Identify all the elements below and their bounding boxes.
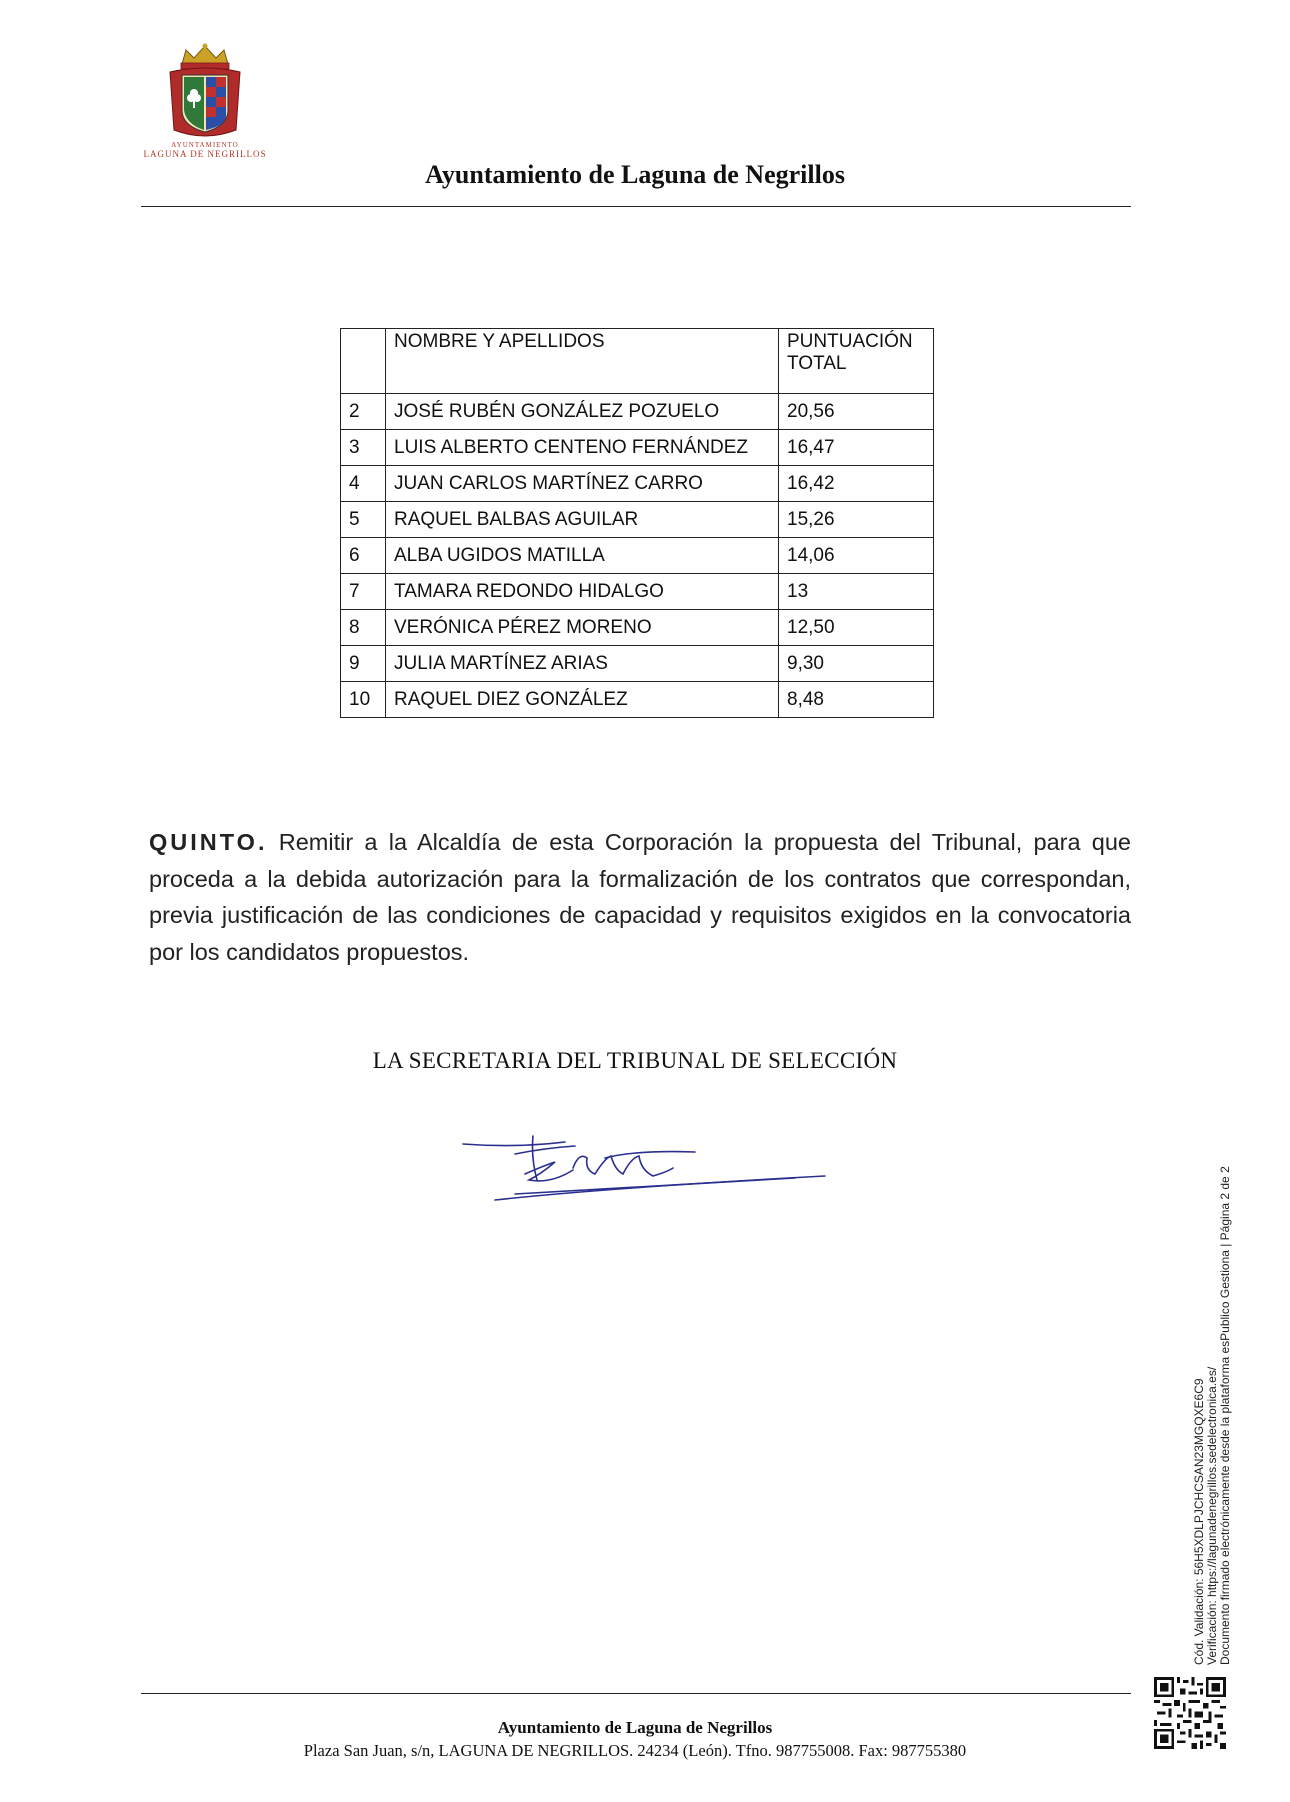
page-title: Ayuntamiento de Laguna de Negrillos [425,160,845,189]
crest-caption-line1: AYUNTAMIENTO [171,141,239,149]
row-name-cell: JOSÉ RUBÉN GONZÁLEZ POZUELO [386,394,779,430]
row-num-cell: 8 [341,610,386,646]
validation-signed-note: Documento firmado electrónicamente desde la plataforma esPublico Gestiona | Página 2 de 2 [1218,1166,1232,1665]
header-score-line1: PUNTUACIÓN [787,331,913,352]
scores-table [340,328,934,718]
crest-caption-line2: LAGUNA DE NEGRILLOS [143,149,267,160]
footer-address: Plaza San Juan, s/n, LAGUNA DE NEGRILLOS. 24234 (León). Tfno. 987755008. Fax: 987755380 [303,1741,967,1760]
row-name-cell: LUIS ALBERTO CENTENO FERNÁNDEZ [386,430,779,466]
handwritten-signature [455,1118,835,1218]
table-row [341,466,934,502]
row-score-cell: 13 [779,574,934,610]
row-score-cell: 16,47 [779,430,934,466]
row-num-cell: 6 [341,538,386,574]
table-row [341,430,934,466]
validation-url: Verificación: https://lagunadenegrillos.sedelectronica.es/ [1205,1366,1219,1665]
table-row [341,502,934,538]
row-num-cell: 7 [341,574,386,610]
row-num-cell: 10 [341,682,386,718]
row-name-cell: JUAN CARLOS MARTÍNEZ CARRO [386,466,779,502]
validation-text [1193,1125,1232,1665]
validation-strip [1192,1125,1232,1665]
table-row [341,394,934,430]
table-row [341,646,934,682]
table-row [341,538,934,574]
table-row [341,682,934,718]
table-row [341,574,934,610]
row-num-cell: 5 [341,502,386,538]
row-score-cell: 12,50 [779,610,934,646]
row-score-cell: 15,26 [779,502,934,538]
row-num-cell: 3 [341,430,386,466]
header-divider [141,206,1131,207]
validation-code: Cód. Validación: 56H5XDLPJCHCSAN23MGQXE6C9 [1192,1378,1206,1665]
row-score-cell: 8,48 [779,682,934,718]
row-num-cell: 9 [341,646,386,682]
row-name-cell: ALBA UGIDOS MATILLA [386,538,779,574]
row-name-cell: RAQUEL BALBAS AGUILAR [386,502,779,538]
header-num-cell [341,329,386,394]
row-name-cell: TAMARA REDONDO HIDALGO [386,574,779,610]
footer-divider [141,1693,1131,1694]
header-score-line2: TOTAL [787,353,847,374]
row-name-cell: RAQUEL DIEZ GONZÁLEZ [386,682,779,718]
header-name-cell: NOMBRE Y APELLIDOS [386,329,779,394]
row-num-cell: 2 [341,394,386,430]
row-score-cell: 20,56 [779,394,934,430]
row-num-cell: 4 [341,466,386,502]
footer-org-name: Ayuntamiento de Laguna de Negrillos [497,1718,773,1737]
row-score-cell: 14,06 [779,538,934,574]
quinto-text: Remitir a la Alcaldía de esta Corporación la propuesta del Tribunal, para que proceda a la debida autorización para la formalización de los contratos que correspondan, previa justificación de las condiciones de capacidad y requisitos exigidos en la convocatoria por los candidatos propuestos. [149,829,1131,965]
quinto-lead: QUINTO. [149,829,268,855]
coat-of-arms-logo [164,42,246,142]
signer-title: LA SECRETARIA DEL TRIBUNAL DE SELECCIÓN [372,1048,898,1073]
table-header-row [341,329,934,394]
row-score-cell: 9,30 [779,646,934,682]
qr-code [1154,1677,1226,1749]
crest-caption [130,141,280,159]
row-score-cell: 16,42 [779,466,934,502]
quinto-paragraph [149,824,1131,970]
row-name-cell: VERÓNICA PÉREZ MORENO [386,610,779,646]
row-name-cell: JULIA MARTÍNEZ ARIAS [386,646,779,682]
header-score-cell [779,329,934,394]
table-row [341,610,934,646]
